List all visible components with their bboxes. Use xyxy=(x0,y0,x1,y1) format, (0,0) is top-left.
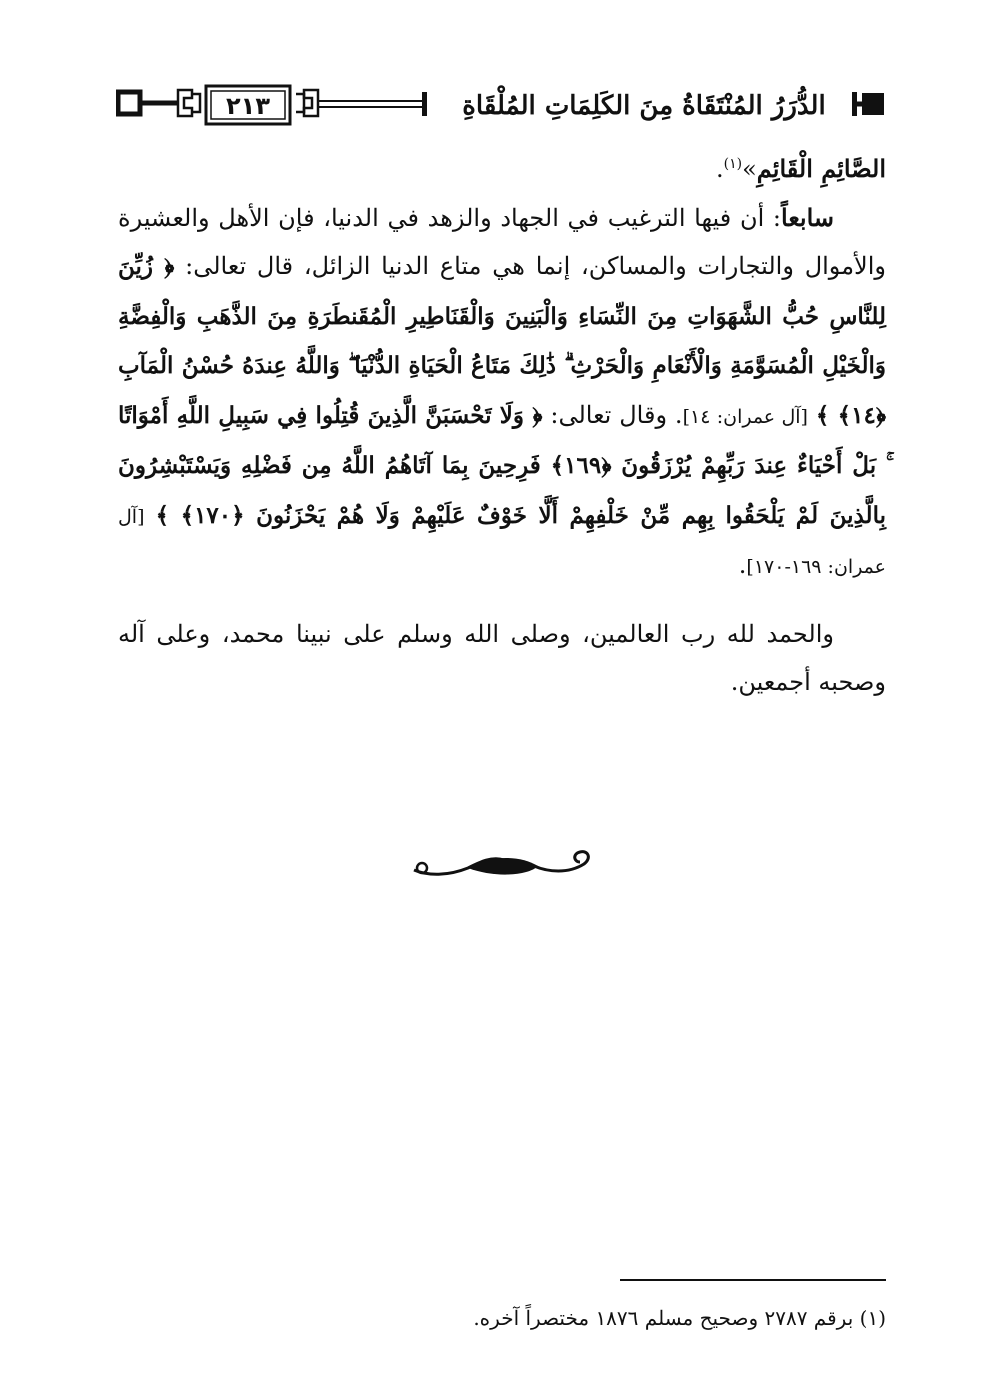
paragraph-text: : أن فيها الترغيب في الجهاد والزهد في الدنيا، فإن الأهل والعشيرة والأموال والتجارات والمساكن، إنما هي متاع الدنيا الزائل، قال تعالى: xyxy=(118,203,886,280)
quran-verse-2: ﴿ وَلَا تَحْسَبَنَّ الَّذِينَ قُتِلُوا فِي سَبِيلِ اللَّهِ أَمْوَاتًا ۚ بَلْ أَحْيَاءٌ عِندَ رَبِّهِمْ يُرْزَقُونَ ﴿١٦٩﴾ فَرِحِينَ بِمَا آتَاهُمُ اللَّهُ مِن فَضْلِهِ وَيَسْتَبْشِرُونَ بِالَّذِينَ لَمْ يَلْحَقُوا بِهِم مِّنْ خَلْفِهِمْ أَلَّا خَوْفٌ عَلَيْهِمْ وَلَا هُمْ يَحْزَنُونَ ﴿١٧٠﴾ ﴾ xyxy=(118,401,886,529)
connector-text: . وقال تعالى: xyxy=(542,400,683,429)
footnote-separator xyxy=(620,1279,886,1281)
continuation-line xyxy=(118,140,886,194)
page-header xyxy=(116,80,886,132)
footnote: (١) برقم ٢٧٨٧ وصحيح مسلم ١٨٧٦ مختصراً آخره. xyxy=(473,1306,886,1330)
continuation-bold: الصَّائِمِ الْقَائِمِ xyxy=(756,154,886,183)
footnote-marker: (١) xyxy=(723,156,743,172)
period: . xyxy=(738,551,747,579)
page-number: ٢١٣ xyxy=(226,92,270,120)
period: . xyxy=(716,155,724,183)
running-title: الدُّرَرُ المُنْتَقَاةُ مِنَ الكَلِمَاتِ المُلْقَاةِ xyxy=(462,91,826,121)
verse-reference-2: [آل عمران: ١٦٩-١٧٠] xyxy=(118,505,886,578)
spacer xyxy=(118,592,886,610)
closing-paragraph: والحمد لله رب العالمين، وصلى الله وسلم على نبينا محمد، وعلى آله وصحبه أجمعين. xyxy=(118,619,886,696)
verse-reference-1: [آل عمران: ١٤] xyxy=(682,405,808,428)
quote-close: » xyxy=(742,155,757,183)
quran-verse-1: ﴿ زُيِّنَ لِلنَّاسِ حُبُّ الشَّهَوَاتِ مِنَ النِّسَاءِ وَالْبَنِينَ وَالْقَنَاطِيرِ الْمُقَنطَرَةِ مِنَ الذَّهَبِ وَالْفِضَّةِ وَالْخَيْلِ الْمُسَوَّمَةِ وَالْأَنْعَامِ وَالْحَرْثِ ۗ ذَٰلِكَ مَتَاعُ الْحَيَاةِ الدُّنْيَا ۖ وَاللَّهُ عِندَهُ حُسْنُ الْمَآبِ ﴿١٤﴾ ﴾ xyxy=(118,253,887,429)
paragraph-label: سابعاً xyxy=(781,202,834,232)
paragraph-seventh xyxy=(118,194,886,592)
divider-ornament-icon xyxy=(408,846,594,886)
body-text xyxy=(118,140,886,707)
